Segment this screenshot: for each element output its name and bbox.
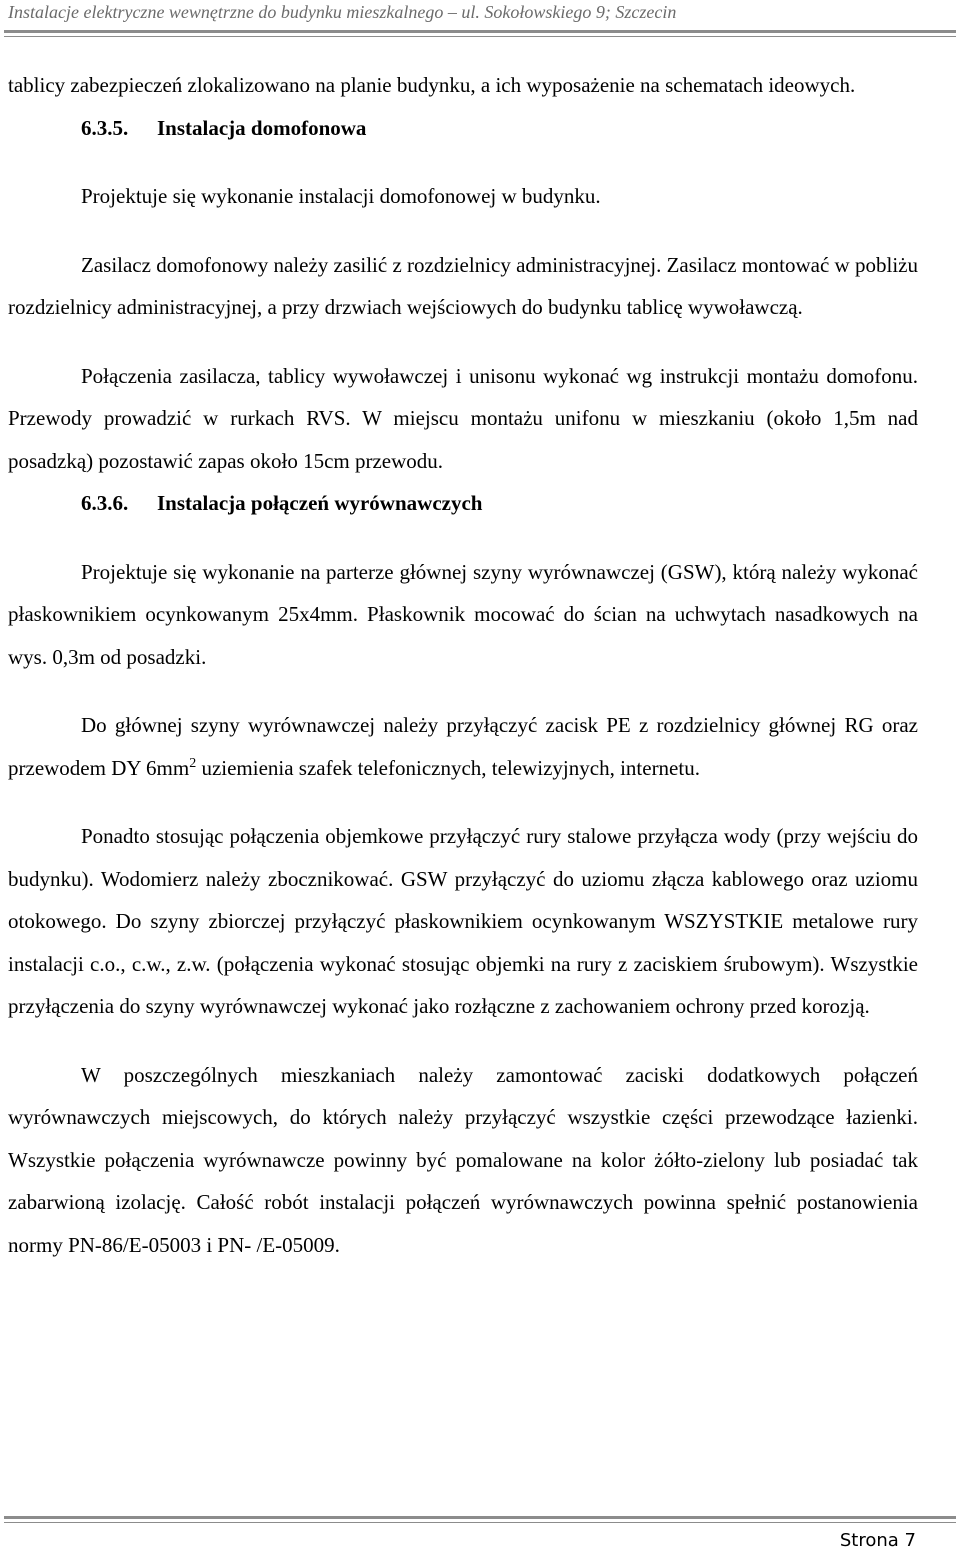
paragraph [8,704,918,789]
paragraph-text: uziemienia szafek telefonicznych, telewizyjnych, internetu. [196,755,700,780]
paragraph-intro: tablicy zabezpieczeń zlokalizowano na planie budynku, a ich wyposażenie na schematach ideowych. [8,73,856,97]
paragraph: Projektuje się wykonanie na parterze głównej szyny wyrównawczej (GSW), którą należy wykonać płaskownikiem ocynkowanym 25x4mm. Płaskownik mocować do ścian na uchwytach nasadkowych na wys. 0,3m od posadzki. [8,559,918,669]
document-body [8,64,918,1266]
section-number: 6.3.5. [81,115,129,140]
section-title: Instalacja połączeń wyrównawczych [157,491,483,515]
footer-rule-thin [4,1522,956,1523]
section-number: 6.3.6. [81,491,129,515]
section-heading-6-3-5 [8,107,918,150]
header-rule-thin [4,36,956,37]
page-number: Strona 7 [839,1530,916,1551]
page-header [0,0,960,42]
paragraph-text: Do głównej szyny wyrównawczej należy przyłączyć zacisk PE z rozdzielnicy głównej RG oraz przewodem DY 6mm [8,713,918,780]
superscript: 2 [189,755,197,771]
paragraph: W poszczególnych mieszkaniach należy zamontować zaciski dodatkowych połączeń wyrównawczych miejscowych, do których należy przyłączyć wszystkie części przewodzące łazienki. Wszystkie połączenia wyrównawcze powinny być pomalowane na kolor żółto-zielony lub posiadać tak zabarwioną izolację. Całość robót instalacji połączeń wyrównawczych powinna spełnić postanowienia normy PN-86/E-05003 i PN- /E-05009. [8,1062,918,1257]
paragraph: Ponadto stosując połączenia objemkowe przyłączyć rury stalowe przyłącza wody (przy wejściu do budynku). Wodomierz należy zbocznikować. GSW przyłączyć do uziomu złącza kablowego oraz uziomu otokowego. Do szyny zbiorczej przyłączyć płaskownikiem ocynkowanym WSZYSTKIE metalowe rury instalacji c.o., c.w., z.w. (połączenia wykonać stosując objemki na rury z zaciskiem śrubowym). Wszystkie przyłączenia do szyny wyrównawczej wykonać jako rozłączne z zachowaniem ochrony przed korozją. [8,824,918,1018]
paragraph: Projektuje się wykonanie instalacji domofonowej w budynku. [81,184,601,208]
paragraph: Połączenia zasilacza, tablicy wywoławczej i unisonu wykonać wg instrukcji montażu domofonu. Przewody prowadzić w rurkach RVS. W miejscu montażu unifonu w mieszkaniu (około 1,5m nad posadzką) pozostawić zapas około 15cm przewodu. [8,363,918,473]
paragraph: Zasilacz domofonowy należy zasilić z rozdzielnicy administracyjnej. Zasilacz montować w pobliżu rozdzielnicy administracyjnej, a przy drzwiach wejściowych do budynku tablicę wywoławczą. [8,252,918,319]
header-rule [4,30,956,33]
header-title: Instalacje elektryczne wewnętrzne do budynku mieszkalnego – ul. Sokołowskiego 9; Szczecin [8,2,677,22]
footer-rule [4,1516,956,1519]
section-title: Instalacja domofonowa [157,115,367,140]
section-heading-6-3-6 [8,482,918,525]
